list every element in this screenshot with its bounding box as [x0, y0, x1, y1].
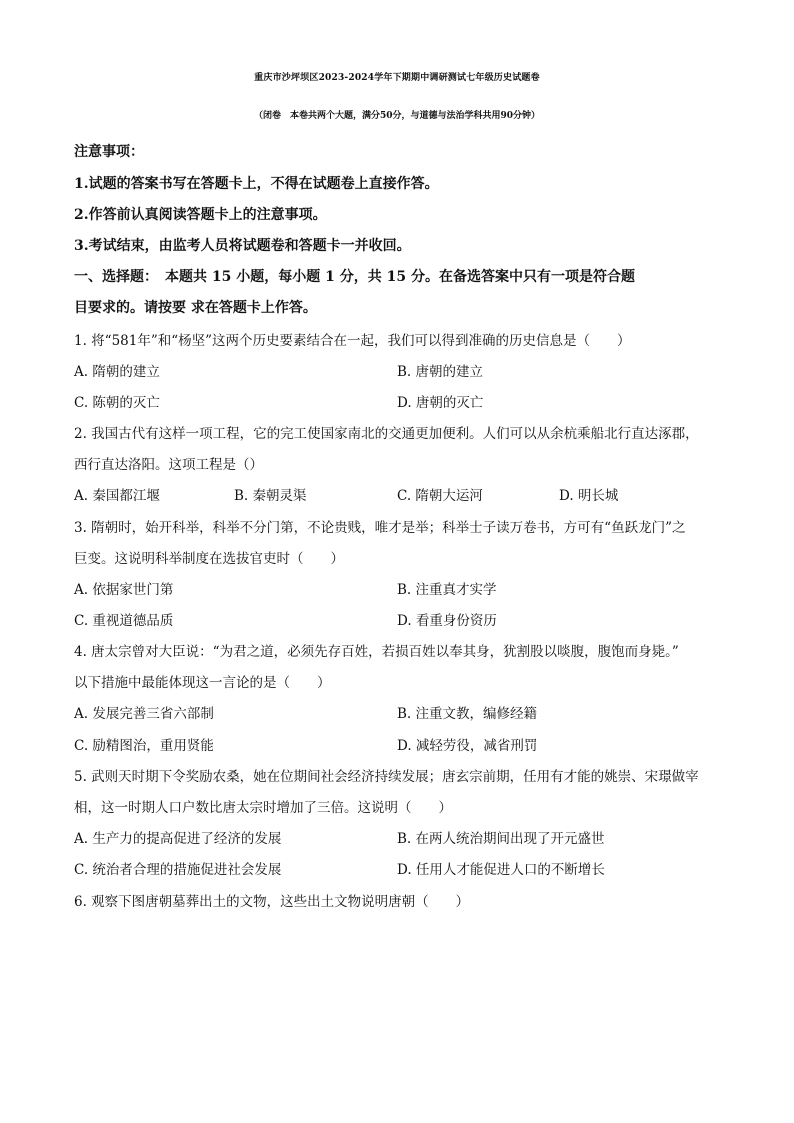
question-1-stem: 1. 将“581年”和“杨坚”这两个历史要素结合在一起，我们可以得到准确的历史信息是（ ） — [74, 333, 631, 349]
question-1-option-a: A. 隋朝的建立 — [74, 364, 160, 380]
question-4-option-b: B. 注重文教，编修经籍 — [397, 706, 538, 722]
section-heading: 一、选择题： 本题共 15 小题，每小题 1 分，共 15 分。在备选答案中只有一项是符合题 — [74, 269, 635, 285]
question-3-option-a: A. 依据家世门第 — [74, 582, 174, 598]
exam-subtitle: （闭卷 本卷共两个大题，满分50分，与道德与法治学科共用90分钟） — [253, 111, 541, 121]
question-3-option-d: D. 看重身份资历 — [397, 613, 497, 629]
question-1-option-b: B. 唐朝的建立 — [397, 364, 484, 380]
question-4-option-a: A. 发展完善三省六部制 — [74, 706, 214, 722]
question-5-option-c: C. 统治者合理的措施促进社会发展 — [74, 862, 282, 878]
question-5-option-d: D. 任用人才能促进人口的不断增长 — [397, 862, 605, 878]
notice-item: 2.作答前认真阅读答题卡上的注意事项。 — [74, 207, 327, 223]
question-1-option-c: C. 陈朝的灭亡 — [74, 395, 160, 411]
question-3-stem: 3. 隋朝时，始开科举，科举不分门第，不论贵贱，唯才是举；科举士子读万卷书，方可有“鱼跃龙门”之 — [74, 520, 686, 536]
question-4-option-d: D. 减轻劳役，减省刑罚 — [397, 738, 538, 754]
question-5-option-a: A. 生产力的提高促进了经济的发展 — [74, 831, 282, 847]
question-4-stem: 4. 唐太宗曾对大臣说：“为君之道，必须先存百姓，若损百姓以奉其身，犹割股以啖腹，腹饱而身毙。” — [74, 644, 679, 660]
question-2-option-c: C. 隋朝大运河 — [397, 488, 483, 504]
exam-title: 重庆市沙坪坝区2023-2024学年下期期中调研测试七年级历史试题卷 — [254, 73, 540, 83]
section-heading-cont: 目要求的。请按要 求在答题卡上作答。 — [74, 300, 317, 316]
question-6-stem: 6. 观察下图唐朝墓葬出土的文物，这些出土文物说明唐朝（ ） — [74, 894, 470, 910]
question-4-option-c: C. 励精图治，重用贤能 — [74, 738, 214, 754]
question-2-option-b: B. 秦朝灵渠 — [234, 488, 307, 504]
question-3-stem-cont: 巨变。这说明科举制度在选拔官吏时（ ） — [74, 551, 344, 567]
question-3-option-b: B. 注重真才实学 — [397, 582, 497, 598]
question-2-stem-cont: 西行直达洛阳。这项工程是（） — [74, 457, 263, 473]
question-3-option-c: C. 重视道德品质 — [74, 613, 174, 629]
question-5-stem: 5. 武则天时期下令奖励农桑，她在位期间社会经济持续发展；唐玄宗前期，任用有才能的姚崇、宋璟做宰 — [74, 769, 699, 785]
question-5-option-b: B. 在两人统治期间出现了开元盛世 — [397, 831, 605, 847]
question-2-option-a: A. 秦国都江堰 — [74, 488, 160, 504]
question-4-stem-cont: 以下措施中最能体现这一言论的是（ ） — [74, 675, 331, 691]
notice-item: 1.试题的答案书写在答题卡上，不得在试题卷上直接作答。 — [74, 176, 439, 192]
question-2-option-d: D. 明长城 — [559, 488, 619, 504]
question-1-option-d: D. 唐朝的灭亡 — [397, 395, 484, 411]
question-2-stem: 2. 我国古代有这样一项工程，它的完工使国家南北的交通更加便利。人们可以从余杭乘船北行直达涿郡， — [74, 426, 699, 442]
question-5-stem-cont: 相，这一时期人口户数比唐太宗时增加了三倍。这说明（ ） — [74, 800, 452, 816]
notice-item: 3.考试结束，由监考人员将试题卷和答题卡一并收回。 — [74, 238, 411, 254]
notice-heading: 注意事项： — [74, 144, 144, 160]
